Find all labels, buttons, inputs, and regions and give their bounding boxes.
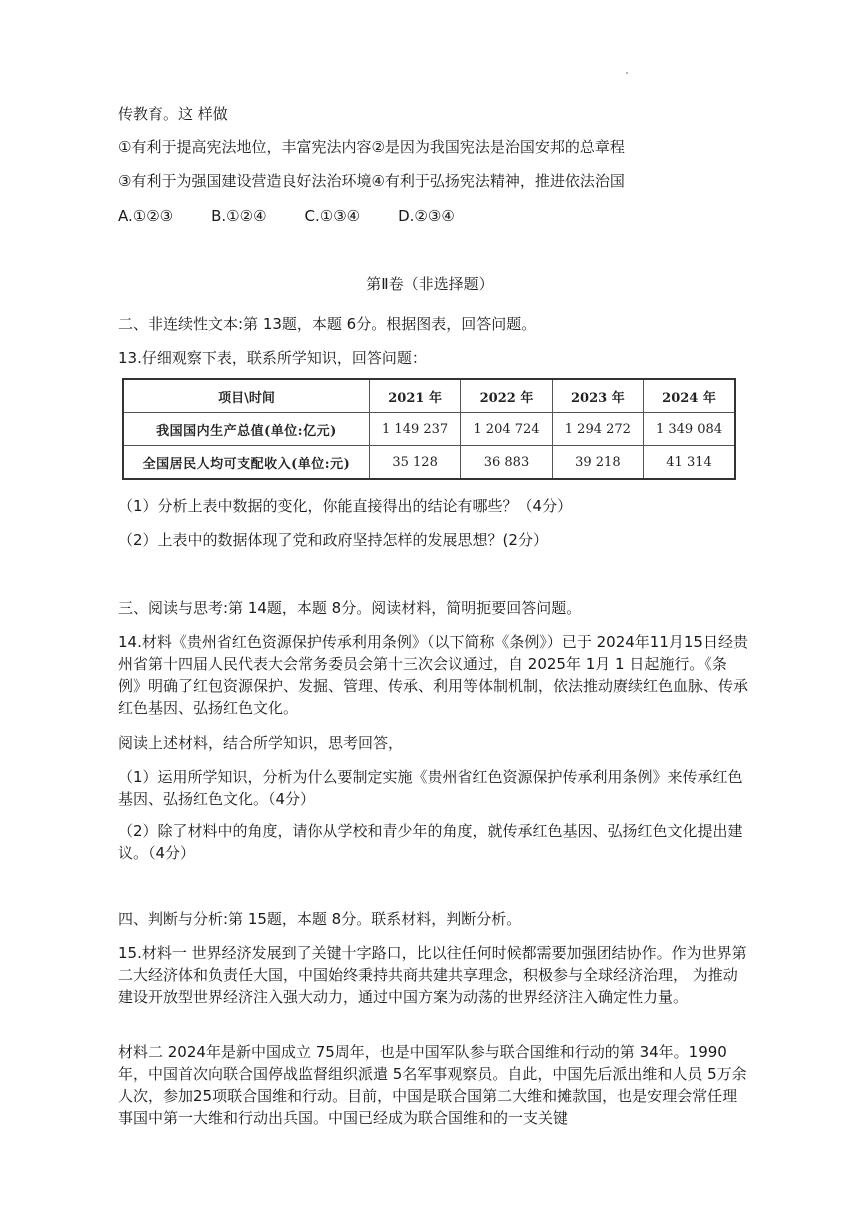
q12-stem-tail: 传教育。这 样做: [118, 105, 228, 123]
table-header-cell: 项目\时间: [123, 379, 369, 413]
option-d: D.②③④: [398, 207, 455, 225]
q14-prompt: 阅读上述材料，结合所学知识，思考回答，: [118, 734, 404, 752]
table-header-cell: 2022 年: [461, 379, 552, 413]
q13-part2: （2）上表中的数据体现了党和政府坚持怎样的发展思想？(2分）: [118, 531, 548, 549]
part2-title: 第Ⅱ卷（非选择题）: [366, 275, 494, 293]
table-header-cell: 2024 年: [644, 379, 735, 413]
q14-material: 14.材料《贵州省红色资源保护传承利用条例》（以下简称《条例》）已于 2024年11月15日经贵州省第十四届人民代表大会常务委员会第十三次会议通过，自 2025年 1月 1 日起施行。《条例》明确了红包资源保护、发掘、管理、传承、利用等体制机制，依法推动赓续红色血脉、传承红色基因、弘扬红色文化。: [118, 633, 749, 717]
option-b: B.①②④: [211, 207, 267, 225]
table-header-cell: 2021 年: [369, 379, 460, 413]
table-cell: 39 218: [552, 446, 643, 480]
option-c: C.①③④: [304, 207, 361, 225]
table-row: [123, 413, 735, 446]
table-cell: 1 204 724: [461, 413, 552, 446]
q12-statements-1-2: ①有利于提高宪法地位，丰富宪法内容②是因为我国宪法是治国安邦的总章程: [118, 138, 625, 156]
q15-material2: 材料二 2024年是新中国成立 75周年，也是中国军队参与联合国维和行动的第 34年。1990年，中国首次向联合国停战监督组织派遣 5名军事观察员。自此，中国先后派出维和人员 5万余人次，参加25项联合国维和行动。目前，中国是联合国第二大维和摊款国，也是安理会常任理事国中第一大维和行动出兵国。中国已经成为联合国维和的一支关键: [118, 1043, 747, 1127]
row-label: 我国国内生产总值(单位:亿元): [123, 413, 369, 446]
q13-part1: （1）分析上表中数据的变化，你能直接得出的结论有哪些？（4分）: [118, 497, 573, 515]
section4-header: 四、判断与分析:第 15题，本题 8分。联系材料，判断分析。: [118, 910, 522, 928]
table-cell: 36 883: [461, 446, 552, 480]
q13-stem: 13.仔细观察下表，联系所学知识，回答问题：: [118, 349, 427, 367]
row-label: 全国居民人均可支配收入(单位:元): [123, 446, 369, 480]
section2-header: 二、非连续性文本:第 13题，本题 6分。根据图表，回答问题。: [118, 315, 537, 333]
table-cell: 1 294 272: [552, 413, 643, 446]
q12-options: [118, 205, 493, 227]
table-header-row: [123, 379, 735, 413]
table-cell: 41 314: [644, 446, 735, 480]
section3-header: 三、阅读与思考:第 14题，本题 8分。阅读材料，简明扼要回答问题。: [118, 599, 582, 617]
table-cell: 1 149 237: [369, 413, 460, 446]
table-cell: 35 128: [369, 446, 460, 480]
q12-statements-3-4: ③有利于为强国建设营造良好法治环境④有利于弘扬宪法精神，推进依法治国: [118, 172, 625, 190]
scan-speck: [626, 72, 628, 74]
q15-material1: 15.材料一 世界经济发展到了关键十字路口，比以往任何时候都需要加强团结协作。作为世界第二大经济体和负责任大国，中国始终秉持共商共建共享理念，积极参与全球经济治理， 为推动建设开放型世界经济注入强大动力，通过中国方案为动荡的世界经济注入确定性力量。: [118, 944, 747, 1006]
q14-part1: （1）运用所学知识，分析为什么要制定实施《贵州省红色资源保护传承利用条例》来传承红色 基因、弘扬红色文化。（4分）: [118, 768, 743, 808]
option-a: A.①②③: [118, 207, 174, 225]
table-header-cell: 2023 年: [552, 379, 643, 413]
table-cell: 1 349 084: [644, 413, 735, 446]
table-row: [123, 446, 735, 480]
data-table: [122, 378, 736, 480]
q14-part2: （2）除了材料中的角度，请你从学校和青少年的角度，就传承红色基因、弘扬红色文化提出建议。（4分）: [118, 822, 743, 862]
